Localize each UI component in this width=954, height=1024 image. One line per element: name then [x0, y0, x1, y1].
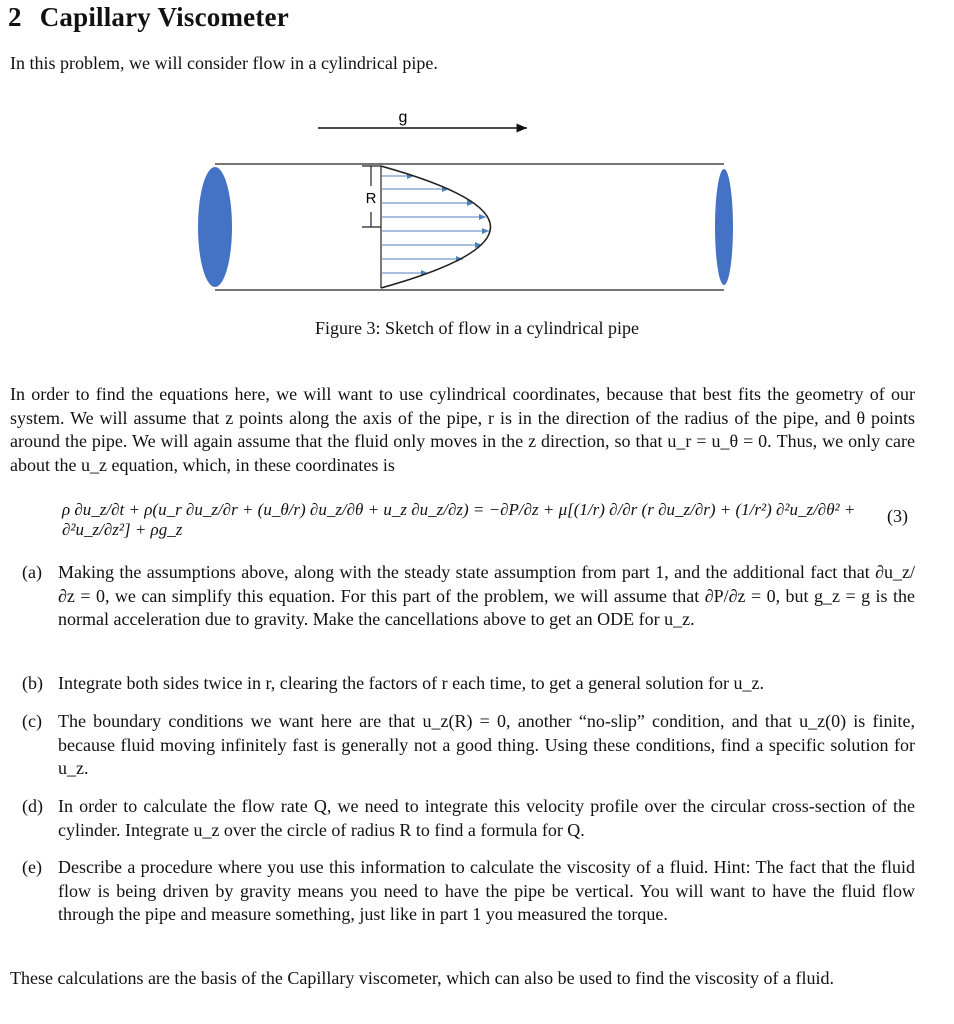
item-c: [22, 710, 915, 781]
item-text: The boundary conditions we want here are that u_z(R) = 0, another “no-slip” condition, and that u_z(0) is finite, because fluid moving infinitely fast is generally not a good thing. Using these conditions, find a specific solution for u_z.: [58, 711, 915, 778]
pipe-right-end: [715, 169, 733, 285]
item-label: (e): [22, 857, 42, 877]
gravity-label: g: [398, 109, 408, 126]
radius-label: R: [365, 190, 377, 207]
closing-paragraph: These calculations are the basis of the Capillary viscometer, which can also be used to find the viscosity of a fluid.: [10, 968, 835, 988]
paragraph-text: In order to find the equations here, we will want to use cylindrical coordinates, because that best fits the geometry of our system. We will assume that z points along the axis of the pipe, r is in the direction of the radius of the pipe, and θ points around the pipe. We will again assume that the fluid only moves in the z direction, so that u_r = u_θ = 0. Thus, we only care about the u_z equation, which, in these coordinates is: [10, 384, 915, 475]
main-paragraph: [10, 383, 915, 477]
velocity-profile-curve: [381, 166, 491, 288]
figure-caption: Figure 3: Sketch of flow in a cylindrical pipe: [315, 318, 639, 338]
item-a: [22, 561, 915, 632]
item-text: In order to calculate the flow rate Q, we need to integrate this velocity profile over the circular cross-section of the cylinder. Integrate u_z over the circle of radius R to find a formula for Q.: [58, 796, 915, 840]
item-d: [22, 795, 915, 842]
pipe-figure: [0, 0, 954, 330]
velocity-arrows: [381, 176, 489, 273]
equation: ρ ∂u_z/∂t + ρ(u_r ∂u_z/∂r + (u_θ/r) ∂u_z/∂θ + u_z ∂u_z/∂z) = −∂P/∂z + μ[(1/r) ∂/∂r (r ∂u_z/∂r) + (1/r²) ∂²u_z/∂θ² + ∂²u_z/∂z²] + ρg_z: [62, 500, 856, 539]
item-text: Making the assumptions above, along with the steady state assumption from part 1, and the additional fact that ∂u_z/∂z = 0, we can simplify this equation. For this part of the problem, we will assume that ∂P/∂z = 0, but g_z = g is the normal acceleration due to gravity. Make the cancellations above to get an ODE for u_z.: [58, 562, 915, 629]
item-e: [22, 856, 915, 927]
section-number: 2: [8, 2, 22, 32]
item-label: (a): [22, 562, 42, 582]
item-text: Describe a procedure where you use this information to calculate the viscosity of a fluid. Hint: The fact that the fluid flow is being driven by gravity means you need to have the pipe be vertical. You will want to have the fluid flow through the pipe and measure something, just like in part 1 you measured the torque.: [58, 857, 915, 924]
item-label: (c): [22, 711, 42, 731]
item-text: Integrate both sides twice in r, clearing the factors of r each time, to get a general solution for u_z.: [58, 673, 765, 693]
item-label: (b): [22, 673, 43, 693]
item-label: (d): [22, 796, 43, 816]
intro-text: In this problem, we will consider flow in a cylindrical pipe.: [10, 53, 438, 73]
equation-number: (3): [887, 506, 908, 526]
item-b: [22, 672, 915, 696]
pipe-left-end: [198, 167, 232, 287]
section-title: Capillary Viscometer: [39, 2, 289, 32]
